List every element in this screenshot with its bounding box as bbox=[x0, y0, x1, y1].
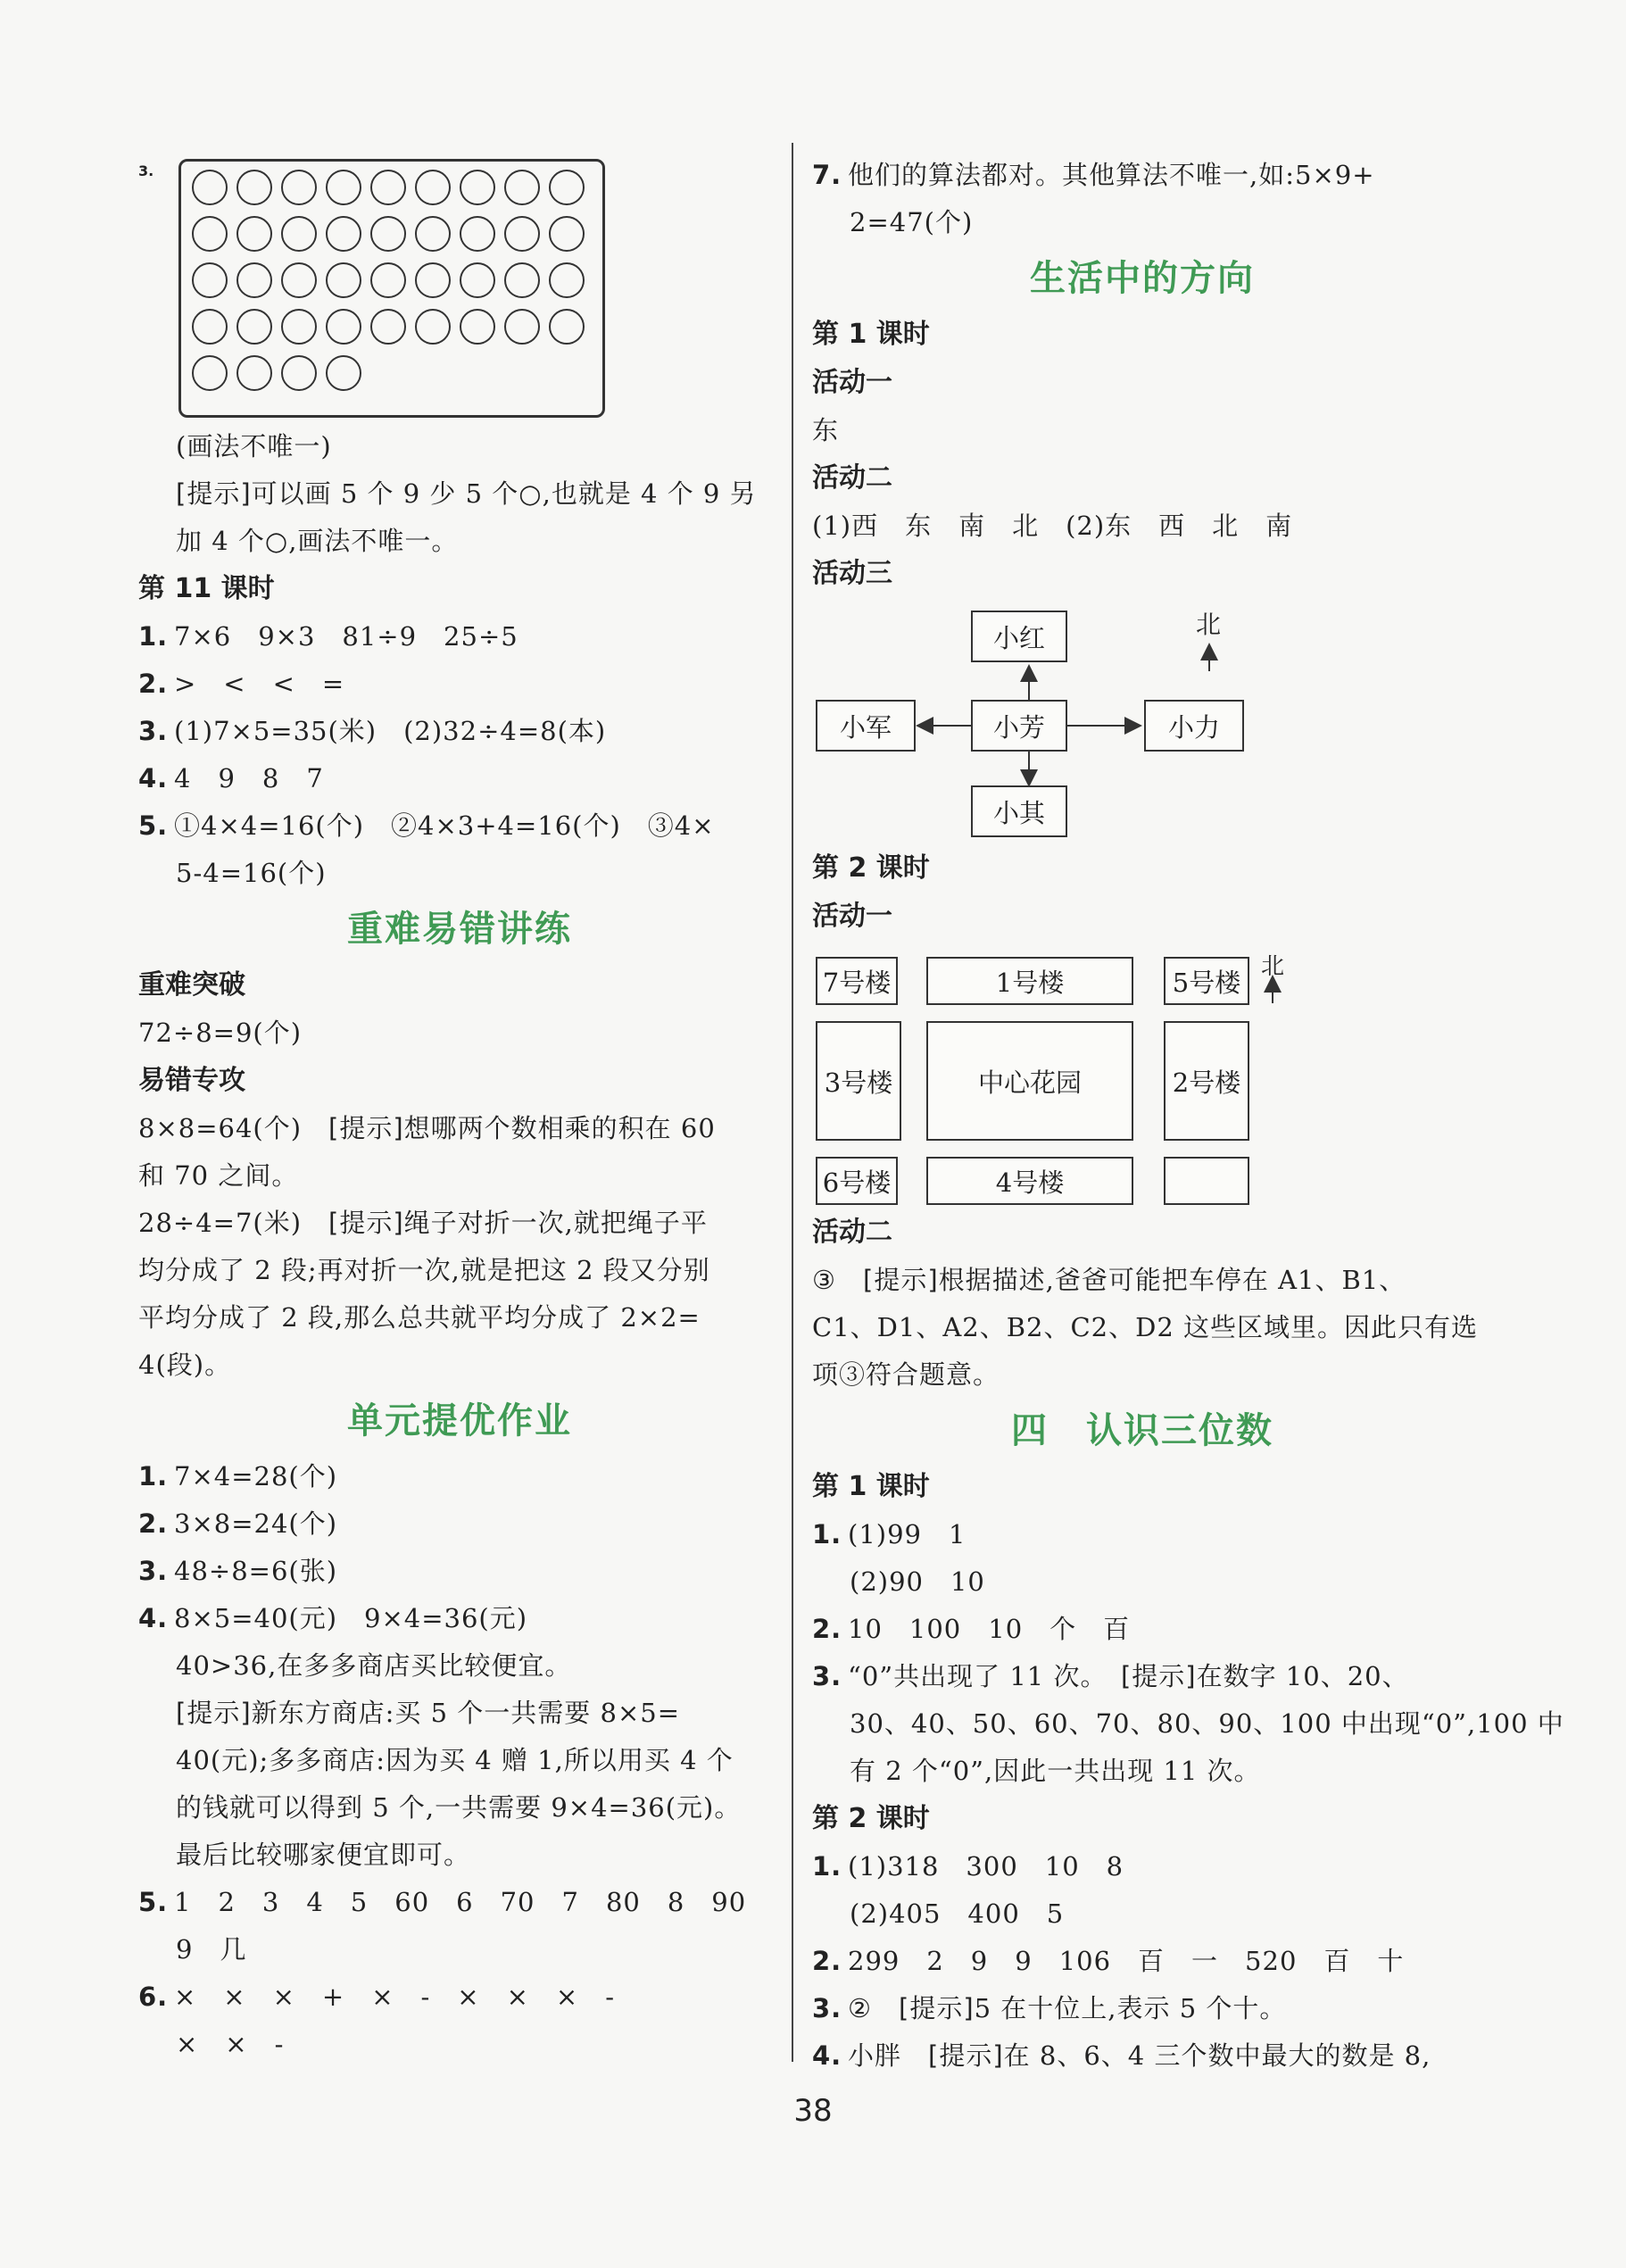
item-text: 3×8=24(个) bbox=[174, 1508, 338, 1539]
item-number: 2. bbox=[138, 669, 169, 699]
dy-item-4-line2: 40>36,在多多商店买比较便宜。 bbox=[176, 1650, 572, 1681]
lesson-11-heading: 第 11 课时 bbox=[138, 573, 275, 604]
circle-mark bbox=[460, 216, 495, 252]
building-6: 6号楼 bbox=[816, 1157, 898, 1205]
q3-number: 3. bbox=[138, 162, 154, 179]
circle-mark bbox=[370, 216, 406, 252]
error-prone-2-line2: 均分成了 2 段;再对折一次,就是把这 2 段又分别 bbox=[138, 1255, 710, 1285]
circle-mark bbox=[192, 309, 228, 345]
circle-mark bbox=[370, 309, 406, 345]
item-number: 2. bbox=[812, 1946, 842, 1976]
l11-item-5-cont: 5-4=16(个) bbox=[176, 858, 327, 888]
dy-item-1 bbox=[138, 1453, 781, 1500]
building-4: 4号楼 bbox=[926, 1157, 1133, 1205]
item-text: (1)318 300 10 8 bbox=[848, 1851, 1124, 1882]
item-number: 3. bbox=[138, 1556, 169, 1586]
s2-activity2-line1 bbox=[812, 1257, 1473, 1304]
item-text: 4 9 8 7 bbox=[174, 763, 324, 793]
item-number: 1. bbox=[138, 621, 169, 652]
item-number: 3. bbox=[812, 1993, 842, 2023]
circle-mark bbox=[192, 355, 228, 391]
answer-text: ③ bbox=[812, 1265, 863, 1295]
item-text: 7×6 9×3 81÷9 25÷5 bbox=[174, 621, 518, 652]
building-empty bbox=[1164, 1157, 1249, 1205]
building-1: 1号楼 bbox=[926, 957, 1133, 1005]
s2-activity2-heading: 活动二 bbox=[812, 1217, 892, 1248]
s1-activity1-answer: 东 bbox=[812, 415, 840, 445]
building-7: 7号楼 bbox=[816, 957, 898, 1005]
right-column bbox=[812, 152, 1564, 2080]
s4b-q1-line1 bbox=[812, 1843, 1473, 1890]
dy-item-4-hint3: 的钱就可以得到 5 个,一共需要 9×4=36(元)。 bbox=[176, 1792, 742, 1823]
direction-diagram bbox=[812, 598, 1473, 839]
north-label: 北 bbox=[1196, 610, 1222, 639]
circle-mark bbox=[504, 309, 540, 345]
item-number: 6. bbox=[138, 1981, 169, 2012]
q3-block bbox=[138, 152, 781, 423]
hint-text: 可以画 5 个 9 少 5 个○,也就是 4 个 9 另 bbox=[251, 478, 757, 509]
error-prone-1-line1 bbox=[138, 1105, 781, 1152]
item-text: “0”共出现了 11 次。 bbox=[848, 1661, 1121, 1691]
s1-lesson-heading: 第 1 课时 bbox=[812, 319, 930, 350]
buildings-diagram bbox=[812, 941, 1473, 1209]
circle-mark bbox=[504, 170, 540, 205]
node-xiaofang: 小芳 bbox=[971, 700, 1067, 752]
circle-mark bbox=[549, 309, 585, 345]
s4b-q3 bbox=[812, 1985, 1473, 2032]
circle-mark bbox=[236, 355, 272, 391]
item-number: 2. bbox=[138, 1508, 169, 1539]
hint-label: [提示] bbox=[176, 1698, 252, 1728]
circle-mark bbox=[326, 216, 361, 252]
error-prone-1-line2: 和 70 之间。 bbox=[138, 1160, 299, 1191]
item-number: 1. bbox=[812, 1519, 842, 1549]
node-xiaojun: 小军 bbox=[816, 700, 916, 752]
s2-activity2-line2: C1、D1、A2、B2、C2、D2 这些区域里。因此只有选 bbox=[812, 1312, 1479, 1342]
item-text: > < < = bbox=[174, 669, 345, 699]
q3-hint-line1 bbox=[138, 470, 781, 518]
item-number: 3. bbox=[138, 716, 169, 746]
s4-lesson2-heading: 第 2 课时 bbox=[812, 1803, 930, 1834]
answer-text: 28÷4=7(米) bbox=[138, 1208, 329, 1238]
circle-mark bbox=[415, 216, 451, 252]
circle-mark bbox=[326, 309, 361, 345]
s4-q1-line1 bbox=[812, 1511, 1473, 1558]
item-text: 1 2 3 4 5 60 6 70 7 80 8 90 bbox=[174, 1887, 747, 1917]
hint-text: 绳子对折一次,就把绳子平 bbox=[403, 1208, 708, 1238]
s2-lesson-heading: 第 2 课时 bbox=[812, 852, 930, 884]
s1-activity2-heading: 活动二 bbox=[812, 462, 892, 494]
left-column bbox=[138, 152, 781, 2068]
dy-item-4-hint2: 40(元);多多商店:因为买 4 赠 1,所以用买 4 个 bbox=[176, 1745, 734, 1775]
s4b-q4 bbox=[812, 2032, 1473, 2080]
circle-mark bbox=[549, 262, 585, 298]
circle-mark bbox=[192, 262, 228, 298]
buildings-north-arrow bbox=[812, 941, 1473, 1209]
item-text: 8×5=40(元) 9×4=36(元) bbox=[174, 1603, 528, 1633]
s4b-q1-line2: (2)405 400 5 bbox=[850, 1898, 1065, 1929]
node-xiaoqi: 小其 bbox=[971, 785, 1067, 837]
circle-mark bbox=[236, 309, 272, 345]
circle-mark bbox=[236, 170, 272, 205]
circle-mark bbox=[370, 170, 406, 205]
s2-activity2-line3: 项③符合题意。 bbox=[812, 1359, 1000, 1390]
section-title-key-points: 重难易错讲练 bbox=[347, 909, 572, 950]
circle-mark bbox=[236, 216, 272, 252]
l11-item-2 bbox=[138, 660, 781, 708]
circle-mark bbox=[192, 216, 228, 252]
item-number: 5. bbox=[138, 1887, 169, 1917]
central-garden: 中心花园 bbox=[926, 1021, 1133, 1141]
circle-mark bbox=[192, 170, 228, 205]
item-text: ② bbox=[848, 1993, 899, 2023]
error-prone-heading: 易错专攻 bbox=[138, 1065, 245, 1096]
answer-text: 8×8=64(个) bbox=[138, 1113, 329, 1143]
circle-mark bbox=[504, 216, 540, 252]
circle-mark bbox=[460, 309, 495, 345]
hint-label: [提示] bbox=[1120, 1661, 1197, 1691]
hint-text: 在 8、6、4 三个数中最大的数是 8, bbox=[1003, 2040, 1431, 2071]
item-number: 4. bbox=[812, 2040, 842, 2071]
circle-mark bbox=[504, 262, 540, 298]
l11-item-4 bbox=[138, 755, 781, 802]
error-prone-2-line3: 平均分成了 2 段,那么总共就平均分成了 2×2= bbox=[138, 1302, 701, 1333]
item-number: 7. bbox=[812, 160, 842, 190]
hint-label: [提示] bbox=[899, 1993, 975, 2023]
dy-item-4-hint1 bbox=[138, 1690, 781, 1737]
item-text: 299 2 9 9 106 百 一 520 百 十 bbox=[848, 1946, 1405, 1976]
section-title-directions: 生活中的方向 bbox=[1030, 258, 1255, 299]
circle-mark bbox=[415, 170, 451, 205]
circle-mark bbox=[281, 170, 317, 205]
l11-item-5 bbox=[138, 802, 781, 850]
key-breakthrough-answer: 72÷8=9(个) bbox=[138, 1018, 303, 1048]
node-xiaoli: 小力 bbox=[1144, 700, 1244, 752]
item-number: 1. bbox=[138, 1461, 169, 1491]
circle-mark bbox=[549, 170, 585, 205]
item-number: 2. bbox=[812, 1614, 842, 1644]
circle-mark bbox=[415, 262, 451, 298]
hint-text: 新东方商店:买 5 个一共需要 8×5= bbox=[251, 1698, 681, 1728]
hint-label: [提示] bbox=[328, 1113, 404, 1143]
section-title-three-digit: 四 认识三位数 bbox=[1011, 1410, 1273, 1451]
circle-drawing-box bbox=[178, 159, 605, 418]
item-number: 4. bbox=[138, 1603, 169, 1633]
q7-line2: 2=47(个) bbox=[850, 207, 974, 237]
q3-hint-line2: 加 4 个○,画法不唯一。 bbox=[176, 526, 459, 556]
s4-q2 bbox=[812, 1606, 1473, 1653]
circle-mark bbox=[460, 262, 495, 298]
item-number: 4. bbox=[138, 763, 169, 793]
item-text: 48÷8=6(张) bbox=[174, 1556, 338, 1586]
circle-mark bbox=[460, 170, 495, 205]
hint-text: 想哪两个数相乘的积在 60 bbox=[403, 1113, 716, 1143]
dy-item-6-cont: × × - bbox=[176, 2029, 285, 2059]
circle-grid bbox=[192, 170, 585, 391]
s4-q3-line1 bbox=[812, 1653, 1473, 1700]
circle-mark bbox=[281, 355, 317, 391]
item-text: (1)7×5=35(米) (2)32÷4=8(本) bbox=[174, 716, 607, 746]
circle-mark bbox=[281, 262, 317, 298]
circle-mark bbox=[281, 216, 317, 252]
hint-label: [提示] bbox=[928, 2040, 1004, 2071]
item-number: 5. bbox=[138, 810, 169, 841]
dy-item-5-cont: 9 几 bbox=[176, 1934, 247, 1965]
dy-item-6 bbox=[138, 1973, 781, 2021]
item-text: ①4×4=16(个) ②4×3+4=16(个) ③4× bbox=[174, 810, 715, 841]
hint-text: 5 在十位上,表示 5 个十。 bbox=[974, 1993, 1287, 2023]
s2-activity1-heading: 活动一 bbox=[812, 901, 892, 932]
s4-q3-line3: 有 2 个“0”,因此一共出现 11 次。 bbox=[850, 1756, 1261, 1786]
s4b-q2 bbox=[812, 1938, 1473, 1985]
dy-item-5 bbox=[138, 1879, 781, 1926]
building-5: 5号楼 bbox=[1164, 957, 1249, 1005]
dy-item-4-hint4: 最后比较哪家便宜即可。 bbox=[176, 1840, 471, 1870]
circle-mark bbox=[549, 216, 585, 252]
hint-text: 根据描述,爸爸可能把车停在 A1、B1、 bbox=[938, 1265, 1406, 1295]
item-text: 7×4=28(个) bbox=[174, 1461, 338, 1491]
s1-activity1-heading: 活动一 bbox=[812, 367, 892, 398]
item-number: 1. bbox=[812, 1851, 842, 1882]
s4-q1-line2: (2)90 10 bbox=[850, 1566, 985, 1597]
circle-note: (画法不唯一) bbox=[176, 431, 332, 461]
hint-label: [提示] bbox=[863, 1265, 939, 1295]
item-text: 他们的算法都对。其他算法不唯一,如:5×9+ bbox=[848, 160, 1375, 190]
circle-mark bbox=[326, 355, 361, 391]
north-label-2: 北 bbox=[1261, 953, 1285, 980]
hint-text: 在数字 10、20、 bbox=[1196, 1661, 1409, 1691]
item-text: 小胖 bbox=[848, 2040, 929, 2071]
dy-item-2 bbox=[138, 1500, 781, 1548]
column-divider bbox=[792, 143, 793, 2062]
circle-mark bbox=[370, 262, 406, 298]
section-title-unit-homework: 单元提优作业 bbox=[347, 1400, 572, 1441]
hint-label: [提示] bbox=[328, 1208, 404, 1238]
item-text: (1)99 1 bbox=[848, 1519, 966, 1549]
error-prone-2-line1 bbox=[138, 1200, 781, 1247]
circle-mark bbox=[415, 309, 451, 345]
s4-q3-line2: 30、40、50、60、70、80、90、100 中出现“0”,100 中 bbox=[850, 1708, 1564, 1739]
page-number: 38 bbox=[793, 2093, 833, 2129]
building-3: 3号楼 bbox=[816, 1021, 901, 1141]
error-prone-2-line4: 4(段)。 bbox=[138, 1350, 232, 1380]
key-breakthrough-heading: 重难突破 bbox=[138, 969, 245, 1001]
item-number: 3. bbox=[812, 1661, 842, 1691]
item-text: 10 100 10 个 百 bbox=[848, 1614, 1131, 1644]
q7-line1 bbox=[812, 152, 1473, 199]
circle-mark bbox=[326, 170, 361, 205]
l11-item-1 bbox=[138, 613, 781, 660]
hint-label: [提示] bbox=[176, 478, 252, 509]
node-xiaohong: 小红 bbox=[971, 611, 1067, 662]
circle-mark bbox=[326, 262, 361, 298]
dy-item-4 bbox=[138, 1595, 781, 1642]
item-text: × × × + × - × × × - bbox=[174, 1981, 615, 2012]
l11-item-3 bbox=[138, 708, 781, 755]
s1-activity3-heading: 活动三 bbox=[812, 558, 892, 589]
circle-mark bbox=[281, 309, 317, 345]
dy-item-3 bbox=[138, 1548, 781, 1595]
s1-activity2-answer: (1)西 东 南 北 (2)东 西 北 南 bbox=[812, 511, 1293, 541]
s4-lesson1-heading: 第 1 课时 bbox=[812, 1471, 930, 1502]
circle-mark bbox=[236, 262, 272, 298]
building-2: 2号楼 bbox=[1164, 1021, 1249, 1141]
